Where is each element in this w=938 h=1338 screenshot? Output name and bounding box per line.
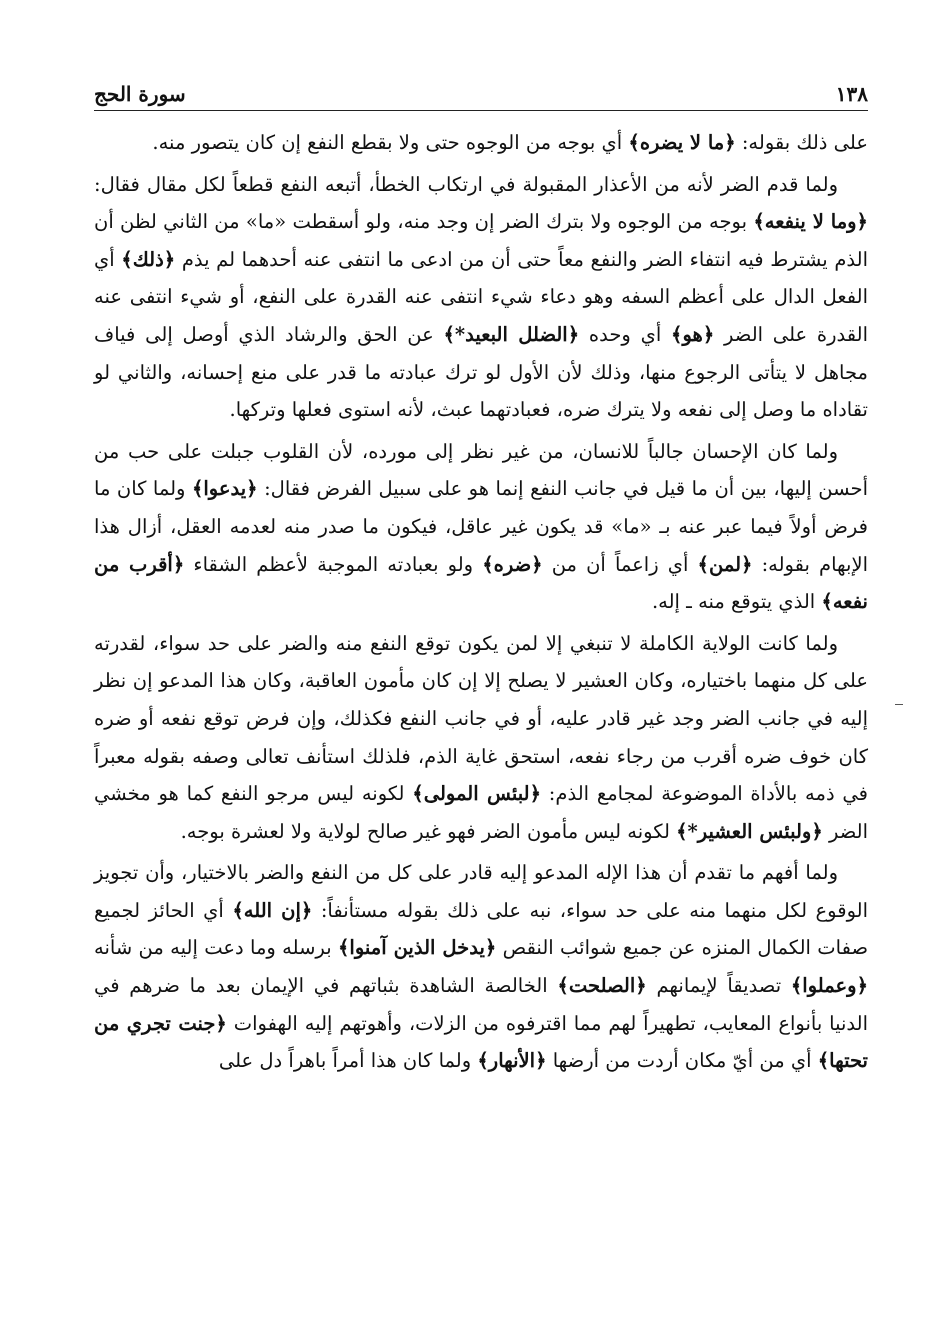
quran-quote: ﴿وما لا ينفعه﴾ [753, 210, 868, 234]
quran-quote: ﴿يدخل الذين آمنوا﴾ [337, 936, 497, 960]
text-segment: أي وحده [579, 322, 672, 346]
text-segment: برسله وما دعت إليه من شأنه [94, 936, 338, 960]
page-number: ١٣٨ [835, 82, 868, 106]
margin-mark [895, 704, 903, 705]
header-rule [94, 110, 868, 111]
paragraph [94, 124, 868, 162]
text-segment: على ذلك بقوله: [735, 131, 868, 154]
paragraph [94, 854, 868, 1080]
text-segment: ولما أفهم ما تقدم أن هذا الإله المدعو إليه قادر على كل من النفع والضر بالاختيار، وأن تجويز الوقوع لكل منهما منه على حد سواء، نبه على ذلك بقوله مستأنفاً: [94, 861, 869, 922]
page-body [94, 124, 868, 1084]
text-segment: ولما قدم الضر لأنه من الأعذار المقبولة في ارتكاب الخطأ، أتبعه النفع قطعاً لكل مقال فقال: [94, 172, 838, 196]
quran-quote: ﴿لبئس المولى﴾ [412, 782, 542, 806]
text-segment: ولما كان هذا أمراً باهراً دل على [218, 1049, 478, 1073]
text-segment: أي بوجه من الوجوه حتى ولا بقطع النفع إن كان يتصور منه. [152, 131, 629, 154]
text-segment: الذي يتوقع منه ـ إله. [651, 590, 822, 614]
text-segment: ولما كانت الولاية الكاملة لا تنبغي إلا لمن يكون توقع النفع منه والضر على حد سواء، لقدرته على كل منهما باختياره، وكان العشير لا يصلح إلا إن كان مأمون العاقبة، وكان هذا المدعو إن نظر إليه في جانب الضر وجد غير قادر عليه، أو في جانب النفع فكذلك، وإن فرض توقع نفعه أو ضره كان خوف ضره أقرب من رجاء نفعه، استحق غاية الذم، فلذلك استأنف تعالى وصفه بقوله معبراً في ذمه بالأداة الموضوعة لمجامع الذم: [94, 631, 868, 806]
text-segment: ولما كان الإحسان جالباً للانسان، من غير نظر إلى مورده، لأن القلوب جبلت على حب من أحسن إليها، بين أن ما قيل في جانب النفع إنما هو على سبيل الفرض فقال: [94, 439, 868, 501]
text-segment: أي زاعماً أن من [542, 552, 698, 576]
quran-quote: ﴿ضره﴾ [482, 552, 543, 576]
text-segment: الخالصة الشاهدة بثباتهم في الإيمان بعد ما ضرهم في الدنيا بأنواع المعايب، تطهيراً لهم مما اقترفوه من الزلات، وأهوتهم إليه الهفوات [94, 974, 869, 1035]
paragraph [94, 625, 868, 851]
quran-quote: ﴿الضلل البعيد*﴾ [443, 322, 580, 346]
paragraph [94, 166, 868, 429]
text-segment: أي من أيّ مكان أردت من أرضها [546, 1049, 818, 1073]
quran-quote: ﴿ذلك﴾ [121, 247, 176, 271]
text-segment: لكونه ليس مرجو النفع كما هو مخشي الضر [94, 782, 868, 843]
text-segment: لكونه ليس مأمون الضر فهو غير صالح لولاية ولا لعشرة بوجه. [180, 819, 677, 843]
quran-quote: ﴿هو﴾ [671, 322, 715, 346]
paragraph [94, 433, 868, 621]
text-segment: عن الحق والرشاد الذي أوصل إلى فياف مجاهل لا يتأتى الرجوع منها، وذلك لأن الأول لو ترك عبادته ما قدر على منع إحسانه، والثاني لو تقاداه ما وصل إلى نفعه ولا يترك ضره، فعبادتهما عبث، لأنه استوى فعلها وتركها. [94, 322, 868, 422]
quran-quote: ﴿ما لا يضره﴾ [628, 131, 736, 154]
quran-quote: ﴿لمن﴾ [697, 552, 753, 576]
quran-quote: ﴿ولبئس العشير*﴾ [676, 819, 823, 843]
text-segment: أي الحائز لجميع صفات الكمال المنزه عن جميع شوائب النقص [94, 898, 869, 960]
quran-quote: ﴿يدعوا﴾ [191, 477, 258, 501]
text-segment: تصديقاً لإيمانهم [646, 974, 791, 998]
quran-quote: ﴿الصلحت﴾ [557, 974, 647, 998]
text-segment: ولو بعبادته الموجبة لأعظم الشقاء [184, 552, 483, 576]
text-segment: أي الفعل الدال على أعظم السفه وهو دعاء شيء انتفى عنه القدرة على النفع، أو شيء انتفى عنه القدرة على الضر [94, 247, 869, 346]
quran-quote: ﴿أقرب من نفعه﴾ [94, 552, 868, 614]
quran-quote: ﴿جنت تجري من تحتها﴾ [94, 1011, 868, 1073]
text-segment: ولما كان ما فرض أولاً فيما عبر عنه بـ «ما» قد يكون غير عاقل، فيكون ما صدر منه لعدمه العقل، أزال هذا الإبهام بقوله: [94, 477, 868, 576]
quran-quote: ﴿إن الله﴾ [232, 898, 313, 922]
surah-title: سورة الحج [94, 82, 186, 106]
quran-quote: ﴿الأنهار﴾ [477, 1049, 547, 1073]
page-header [94, 70, 868, 106]
quran-quote: ﴿وعملوا﴾ [790, 974, 868, 998]
text-segment: بوجه من الوجوه ولا بترك الضر إن وجد منه، ولو أسقطت «ما» من الثاني لظن أن الذم يشترط فيه انتفاء الضر والنفع معاً حتى أن من ادعى ما انتفى عنه أحدهما لم يذم [94, 210, 868, 271]
